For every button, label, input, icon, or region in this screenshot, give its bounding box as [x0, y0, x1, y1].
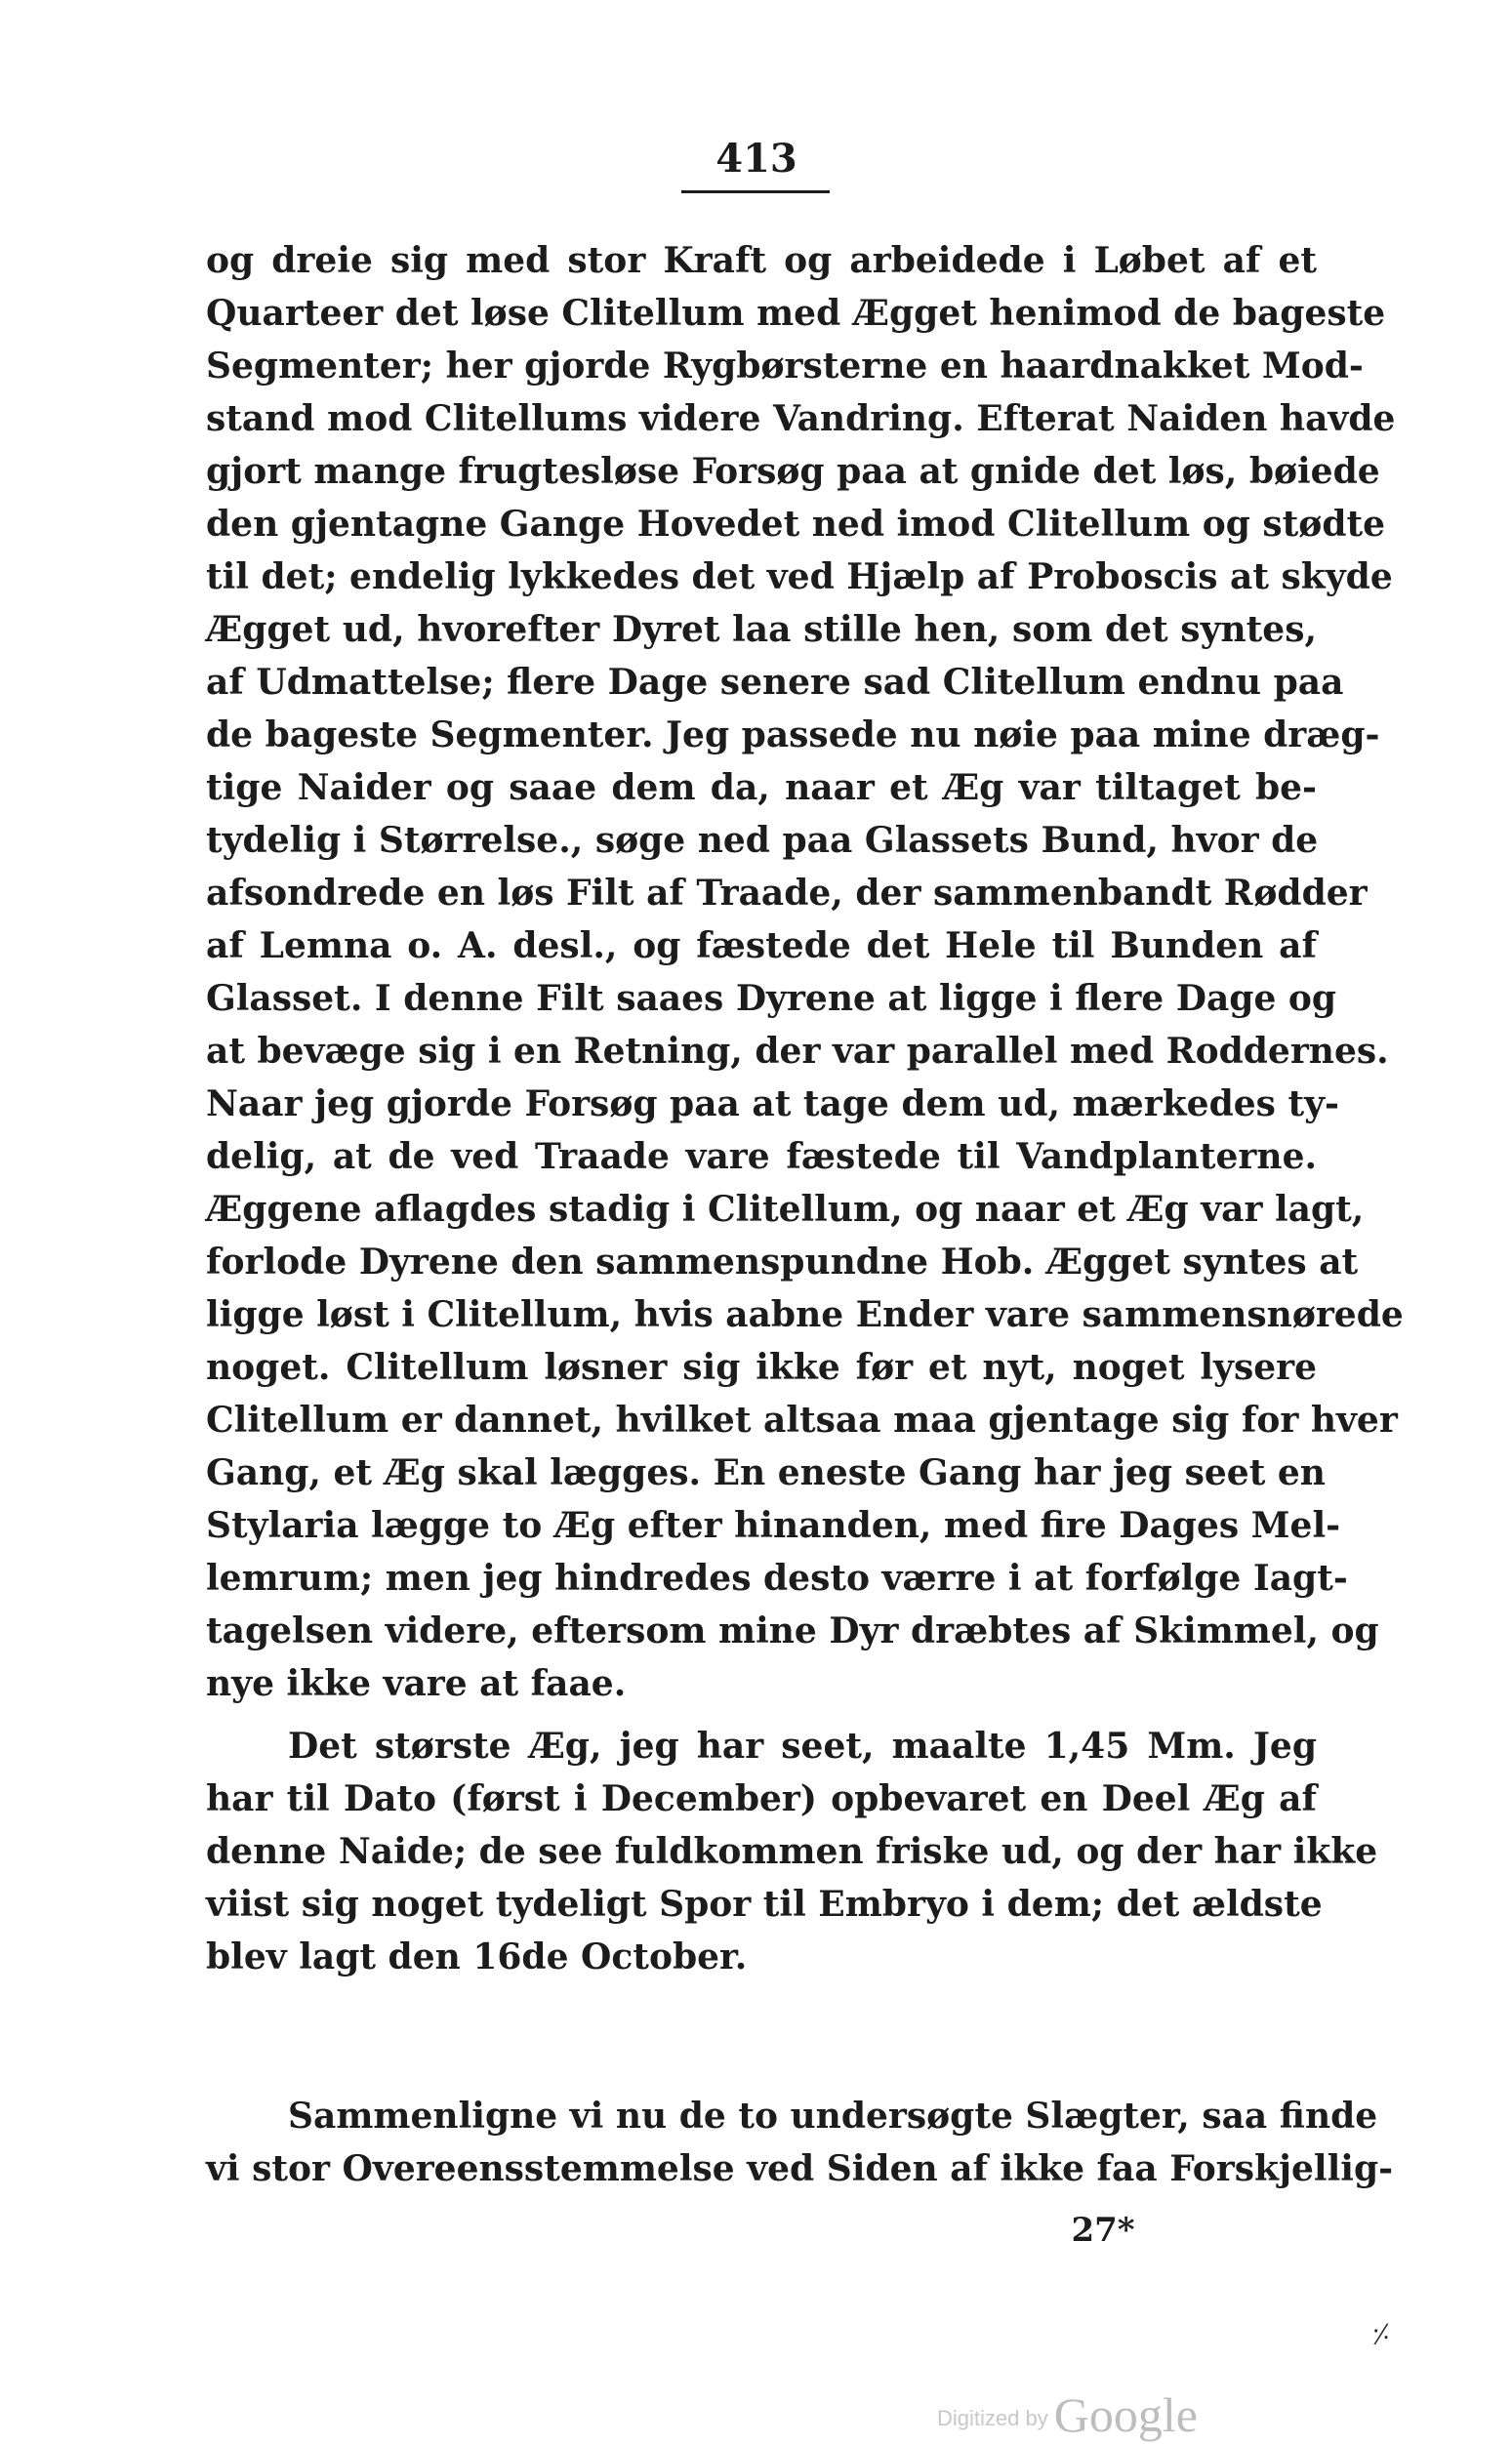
text-line: Naar jeg gjorde Forsøg paa at tage dem ud, mærkedes ty-	[206, 1083, 1339, 1124]
text-line: lemrum; men jeg hindredes desto værre i at forfølge Iagt-	[206, 1558, 1348, 1599]
text-line: Segmenter; her gjorde Rygbørsterne en haardnakket Mod-	[206, 346, 1364, 387]
text-line: og dreie sig med stor Kraft og arbeidede i Løbet af et	[206, 240, 1317, 281]
text-line: Ægget ud, hvorefter Dyret laa stille hen, som det syntes,	[206, 609, 1317, 650]
text-line: Det største Æg, jeg har seet, maalte 1,45 Mm. Jeg	[288, 1726, 1317, 1767]
text-line: at bevæge sig i en Retning, der var parallel med Roddernes.	[206, 1031, 1389, 1072]
text-line: af Lemna o. A. desl., og fæstede det Hele til Bunden af	[206, 925, 1317, 966]
text-line: Æggene aflagdes stadig i Clitellum, og naar et Æg var lagt,	[206, 1189, 1365, 1230]
text-line: gjort mange frugtesløse Forsøg paa at gnide det løs, bøiede	[206, 451, 1380, 492]
text-line: viist sig noget tydeligt Spor til Embryo i dem; det ældste	[206, 1884, 1323, 1925]
text-line: Quarteer det løse Clitellum med Ægget henimod de bageste	[206, 293, 1386, 334]
text-line: Clitellum er dannet, hvilket altsaa maa gjentage sig for hver	[206, 1400, 1398, 1441]
text-line: tagelsen videre, eftersom mine Dyr dræbtes af Skimmel, og	[206, 1610, 1379, 1651]
text-line: blev lagt den 16de October.	[206, 1936, 748, 1977]
signature-mark: 27*	[1071, 2211, 1135, 2250]
text-line: af Udmattelse; flere Dage senere sad Clitellum endnu paa	[206, 662, 1344, 703]
text-line: Glasset. I denne Filt saaes Dyrene at ligge i flere Dage og	[206, 978, 1337, 1019]
text-line: tydelig i Størrelse., søge ned paa Glassets Bund, hvor de	[206, 820, 1319, 861]
text-line: delig, at de ved Traade vare fæstede til Vandplanterne.	[206, 1136, 1317, 1177]
page-number-rule	[681, 190, 830, 193]
text-line: stand mod Clitellums videre Vandring. Efterat Naiden havde	[206, 398, 1396, 439]
text-line: til det; endelig lykkedes det ved Hjælp af Proboscis at skyde	[206, 556, 1393, 597]
text-line: den gjentagne Gange Hovedet ned imod Clitellum og stødte	[206, 504, 1386, 545]
text-line: har til Dato (først i December) opbevaret en Deel Æg af	[206, 1778, 1317, 1819]
text-line: denne Naide; de see fuldkommen friske ud, og der har ikke	[206, 1831, 1378, 1872]
text-line: vi stor Overeensstemmelse ved Siden af ikke faa Forskjellig-	[206, 2148, 1394, 2189]
text-line: forlode Dyrene den sammenspundne Hob. Ægget syntes at	[206, 1242, 1359, 1283]
text-line: afsondrede en løs Filt af Traade, der sammenbandt Rødder	[206, 873, 1368, 914]
ink-speck: ⸓	[1371, 2318, 1391, 2352]
text-line: tige Naider og saae dem da, naar et Æg var tiltaget be-	[206, 767, 1317, 808]
google-logo: Google	[1053, 2387, 1198, 2442]
digitized-by-google-watermark	[937, 2386, 1288, 2445]
text-line: de bageste Segmenter. Jeg passede nu nøie paa mine dræg-	[206, 714, 1380, 755]
text-line: Sammenligne vi nu de to undersøgte Slægter, saa finde	[288, 2096, 1378, 2137]
watermark-prefix: Digitized by	[937, 2406, 1048, 2430]
text-line: Stylaria lægge to Æg efter hinanden, med fire Dages Mel-	[206, 1505, 1341, 1546]
text-line: Gang, et Æg skal lægges. En eneste Gang har jeg seet en	[206, 1452, 1326, 1493]
page-number: 413	[715, 136, 797, 182]
text-line: noget. Clitellum løsner sig ikke før et nyt, noget lysere	[206, 1347, 1317, 1388]
text-line: ligge løst i Clitellum, hvis aabne Ender vare sammensnørede	[206, 1294, 1404, 1335]
text-line: nye ikke vare at faae.	[206, 1663, 627, 1704]
